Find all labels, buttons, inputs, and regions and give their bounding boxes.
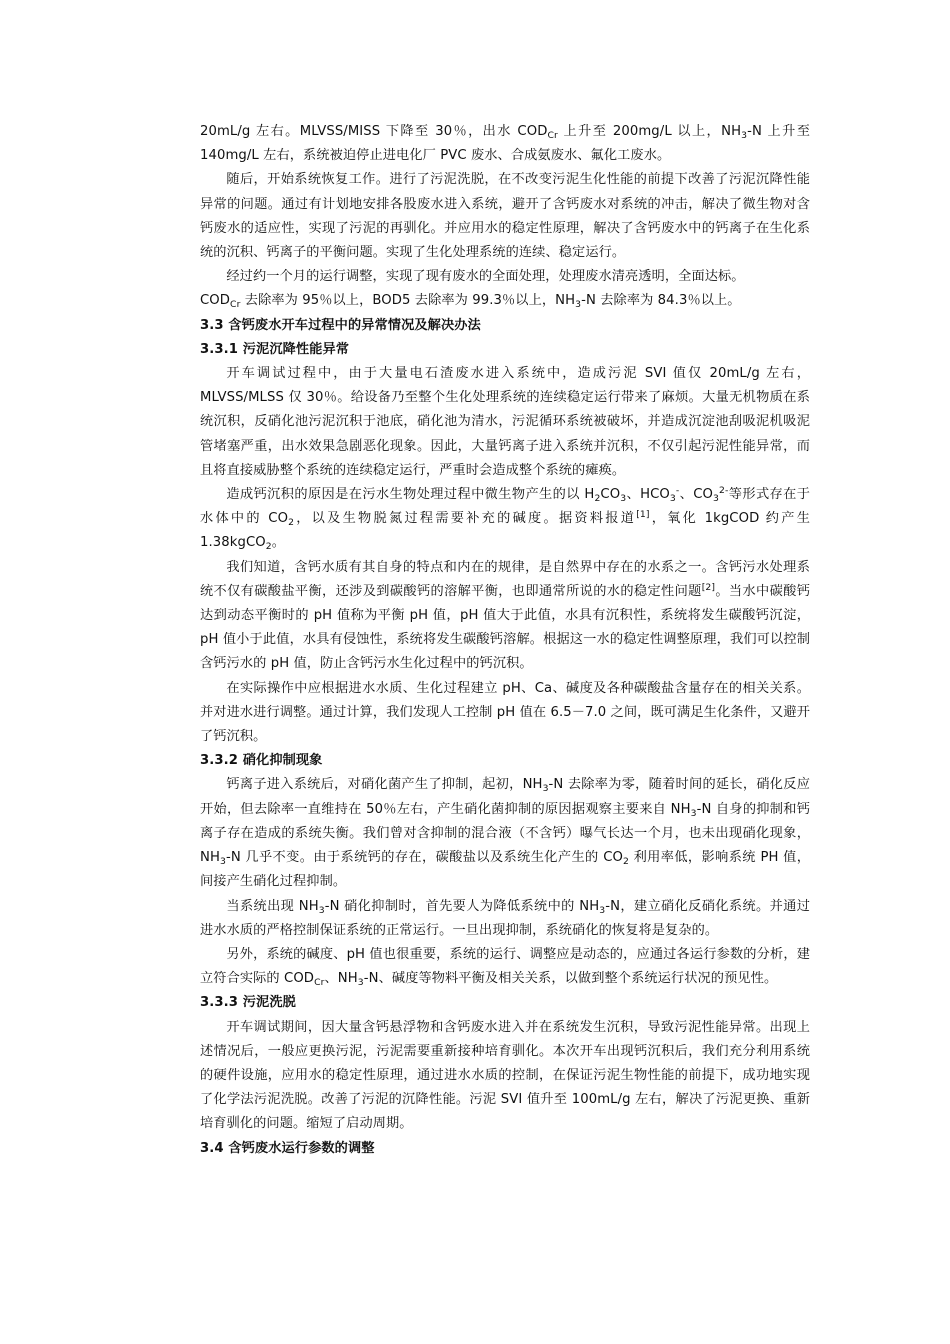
paragraph-9: 钙离子进入系统后，对硝化菌产生了抑制，起初，$NH_3-N$ 去除率为零，随着时间的延长，硝化反应开始，但去除率一直维持在 50％左右，产生硝化菌抑制的原因据观察主要来自 $NH_3-N$ 自身的抑制和钙离子存在造成的系统失衡。我们曾对含抑制的混合液（不含钙）曝气长达一个月，也未出现硝化现象，$NH_3-N$ 几乎不变。由于系统钙的存在，碳酸盐以及系统生化产生的 $CO_2$ 利用率低，影响系统 PH 值，间接产生硝化过程抑制。 (200, 777, 810, 890)
paragraph-8: 在实际操作中应根据进水水质、生化过程建立 pH、Ca、碱度及各种碳酸盐含量存在的相关关系。并对进水进行调整。通过计算，我们发现人工控制 pH 值在 6.5－7.0 之间，既可满足生化条件，又避开了钙沉积。 (200, 680, 810, 745)
section-heading-3-3: 3.3 含钙废水开车过程中的异常情况及解决办法 (200, 317, 481, 333)
section-heading-3-3-2: 3.3.2 硝化抑制现象 (200, 753, 323, 769)
section-heading-3-4: 3.4 含钙废水运行参数的调整 (200, 1140, 375, 1156)
paragraph-10: 当系统出现 $NH_3-N$ 硝化抑制时，首先要人为降低系统中的 $NH_3-N$，建立硝化反硝化系统。并通过进水水质的严格控制保证系统的正常运行。一旦出现抑制，系统硝化的恢复将是复杂的。 (200, 898, 810, 938)
section-heading-3-3-1: 3.3.1 污泥沉降性能异常 (200, 341, 350, 357)
paragraph-5: 开车调试过程中，由于大量电石渣废水进入系统中，造成污泥 SVI 值仅 20mL/g 左右，MLVSS/MLSS 仅 30％。给设备乃至整个生化处理系统的连续稳定运行带来了麻烦。大量无机物质在系统沉积，反硝化池污泥沉积于池底，硝化池为清水，污泥循环系统被破坏，并造成沉淀池刮吸泥机吸泥管堵塞严重，出水效果急剧恶化现象。因此，大量钙离子进入系统并沉积，不仅引起污泥性能异常，而且将直接威胁整个系统的连续稳定运行，严重时会造成整个系统的瘫痪。 (200, 366, 810, 478)
paragraph-4: $COD_{Cr}$ 去除率为 95％以上，BOD5 去除率为 99.3％以上，$NH_3-N$ 去除率为 84.3％以上。 (200, 293, 741, 311)
section-heading-3-3-3: 3.3.3 污泥洗脱 (200, 995, 296, 1011)
paragraph-2: 随后，开始系统恢复工作。进行了污泥洗脱，在不改变污泥生化性能的前提下改善了污泥沉降性能异常的问题。通过有计划地安排各股废水进入系统，避开了含钙废水对系统的冲击，解决了微生物对含钙废水的适应性，实现了污泥的再驯化。并应用水的稳定性原理，解决了含钙废水中的钙离子在生化系统的沉积、钙离子的平衡问题。实现了生化处理系统的连续、稳定运行。 (200, 172, 810, 261)
paragraph-12: 开车调试期间，因大量含钙悬浮物和含钙废水进入并在系统发生沉积，导致污泥性能异常。出现上述情况后，一般应更换污泥，污泥需要重新接种培育驯化。本次开车出现钙沉积后，我们充分利用系统的硬件设施，应用水的稳定性原理，通过进水水质的控制，在保证污泥生物性能的前提下，成功地实现了化学法污泥洗脱。改善了污泥的沉降性能。污泥 SVI 值升至 100mL/g 左右，解决了污泥更换、重新培育驯化的问题。缩短了启动周期。 (200, 1019, 810, 1132)
document-body (200, 120, 810, 1161)
paragraph-1: 20mL/g 左右。MLVSS/MISS 下降至 30％，出水 $COD_{Cr}$ 上升至 200mg/L 以上，$NH_3-N$ 上升至 140mg/L 左右，系统被迫停止进电化厂 PVC 废水、合成氨废水、氟化工废水。 (200, 124, 810, 164)
paragraph-11: 另外，系统的碱度、pH 值也很重要，系统的运行、调整应是动态的，应通过各运行参数的分析，建立符合实际的 $COD_{Cr}$、$NH_3-N$、碱度等物料平衡及相关关系，以做到整个系统运行状况的预见性。 (200, 946, 810, 989)
paragraph-6: 造成钙沉积的原因是在污水生物处理过程中微生物产生的以 $H_2CO_3$、$HCO_3^-$、$CO_3^{2-}$等形式存在于水体中的 $CO_2$，以及生物脱氮过程需要补充的碱度。据资料报道[1]，氧化 1kgCOD 约产生 1.38kgCO$_2$。 (200, 484, 811, 553)
paragraph-7: 我们知道，含钙水质有其自身的特点和内在的规律，是自然界中存在的水系之一。含钙污水处理系统不仅有碳酸盐平衡，还涉及到碳酸钙的溶解平衡，也即通常所说的水的稳定性问题[2]。当水中碳酸钙达到动态平衡时的 pH 值称为平衡 pH 值，pH 值大于此值，水具有沉积性，系统将发生碳酸钙沉淀，pH 值小于此值，水具有侵蚀性，系统将发生碳酸钙溶解。根据这一水的稳定性调整原理，我们可以控制含钙污水的 pH 值，防止含钙污水生化过程中的钙沉积。 (200, 559, 810, 672)
paragraph-3: 经过约一个月的运行调整，实现了现有废水的全面处理，处理废水清亮透明，全面达标。 (226, 269, 745, 285)
